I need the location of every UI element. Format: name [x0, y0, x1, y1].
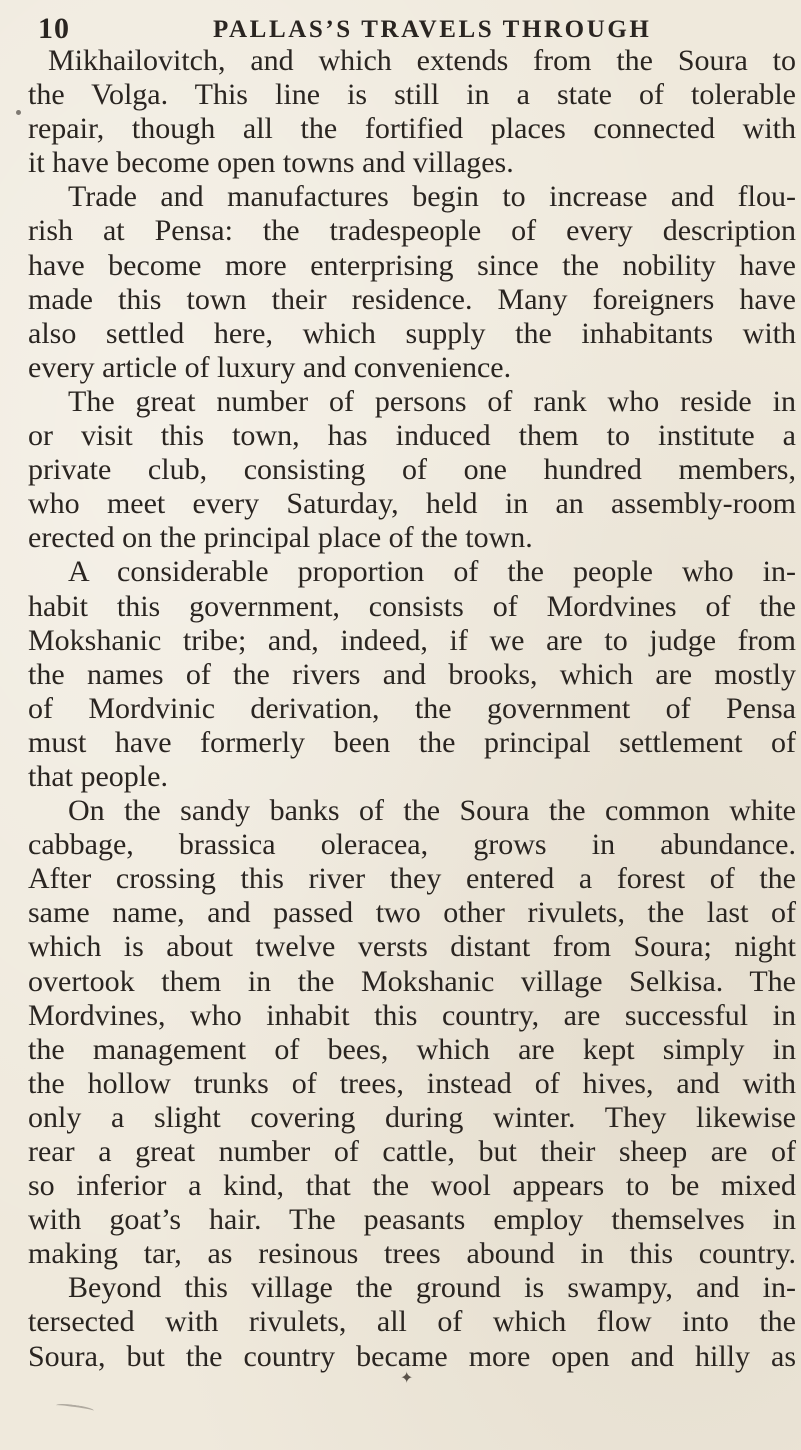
text-line: the hollow trunks of trees, instead of hives, and with [28, 1066, 796, 1100]
text-line: After crossing this river they entered a forest of the [28, 862, 796, 896]
running-head [38, 12, 791, 48]
text-line: only a slight covering during winter. They likewise [28, 1100, 796, 1134]
text-line: rish at Pensa: the tradespeople of every description [28, 214, 796, 248]
body-text [28, 44, 796, 1374]
text-line: the names of the rivers and brooks, which are mostly [28, 657, 796, 691]
text-line: rear a great number of cattle, but their sheep are of [28, 1135, 796, 1168]
text-line: must have formerly been the principal settlement of [28, 725, 796, 759]
paragraph-start: On the sandy banks of the Soura the common white [68, 794, 796, 828]
text-line: same name, and passed two other rivulets, the last of [28, 896, 796, 930]
text-line: Mokshanic tribe; and, indeed, if we are to judge from [28, 623, 796, 657]
text-line: so inferior a kind, that the wool appears to be mixed [28, 1169, 796, 1203]
text-line: overtook them in the Mokshanic village Selkisa. The [28, 964, 796, 998]
text-line: Mikhailovitch, and which extends from the Soura to [48, 44, 796, 77]
text-line: have become more enterprising since the nobility have [28, 248, 796, 282]
text-line: which is about twelve versts distant from Soura; night [28, 930, 796, 964]
text-line: private club, consisting of one hundred members, [28, 453, 796, 487]
text-line: of Mordvinic derivation, the government of Pensa [28, 691, 796, 725]
text-line: Mordvines, who inhabit this country, are successful in [28, 998, 796, 1032]
text-line: every article of luxury and convenience. [28, 350, 512, 384]
text-line: Soura, but the country became more open and hilly as [28, 1339, 796, 1373]
paragraph-start: A considerable proportion of the people who in- [68, 555, 796, 589]
text-line: the management of bees, which are kept simply in [28, 1032, 796, 1066]
page-number: 10 [38, 12, 70, 45]
text-line: erected on the principal place of the town. [28, 521, 533, 555]
text-line: made this town their residence. Many foreigners have [28, 282, 796, 316]
text-line: tersected with rivulets, all of which flow into the [28, 1305, 796, 1339]
ink-speck [16, 110, 21, 115]
text-line: that people. [28, 759, 168, 793]
text-line: it have become open towns and villages. [28, 146, 514, 180]
text-line: making tar, as resinous trees abound in this country. [28, 1237, 796, 1271]
text-line: with goat’s hair. The peasants employ themselves in [28, 1203, 796, 1237]
ink-smudge [56, 1402, 94, 1413]
running-title: PALLAS’S TRAVELS THROUGH [213, 16, 652, 43]
text-line: cabbage, brassica oleracea, grows in abundance. [28, 828, 796, 862]
paragraph-start: Beyond this village the ground is swampy, and in- [68, 1271, 796, 1305]
text-line: or visit this town, has induced them to institute a [28, 419, 796, 453]
text-line: also settled here, which supply the inhabitants with [28, 316, 796, 350]
text-line: who meet every Saturday, held in an assembly-room [28, 487, 796, 521]
paragraph-start: Trade and manufactures begin to increase and flou- [68, 180, 796, 214]
text-line: repair, though all the fortified places connected with [28, 112, 796, 146]
paragraph-start: The great number of persons of rank who reside in [68, 384, 796, 418]
text-line: the Volga. This line is still in a state of tolerable [28, 78, 796, 112]
text-line: habit this government, consists of Mordvines of the [28, 589, 796, 623]
printer-mark-icon: ✦ [400, 1370, 414, 1387]
